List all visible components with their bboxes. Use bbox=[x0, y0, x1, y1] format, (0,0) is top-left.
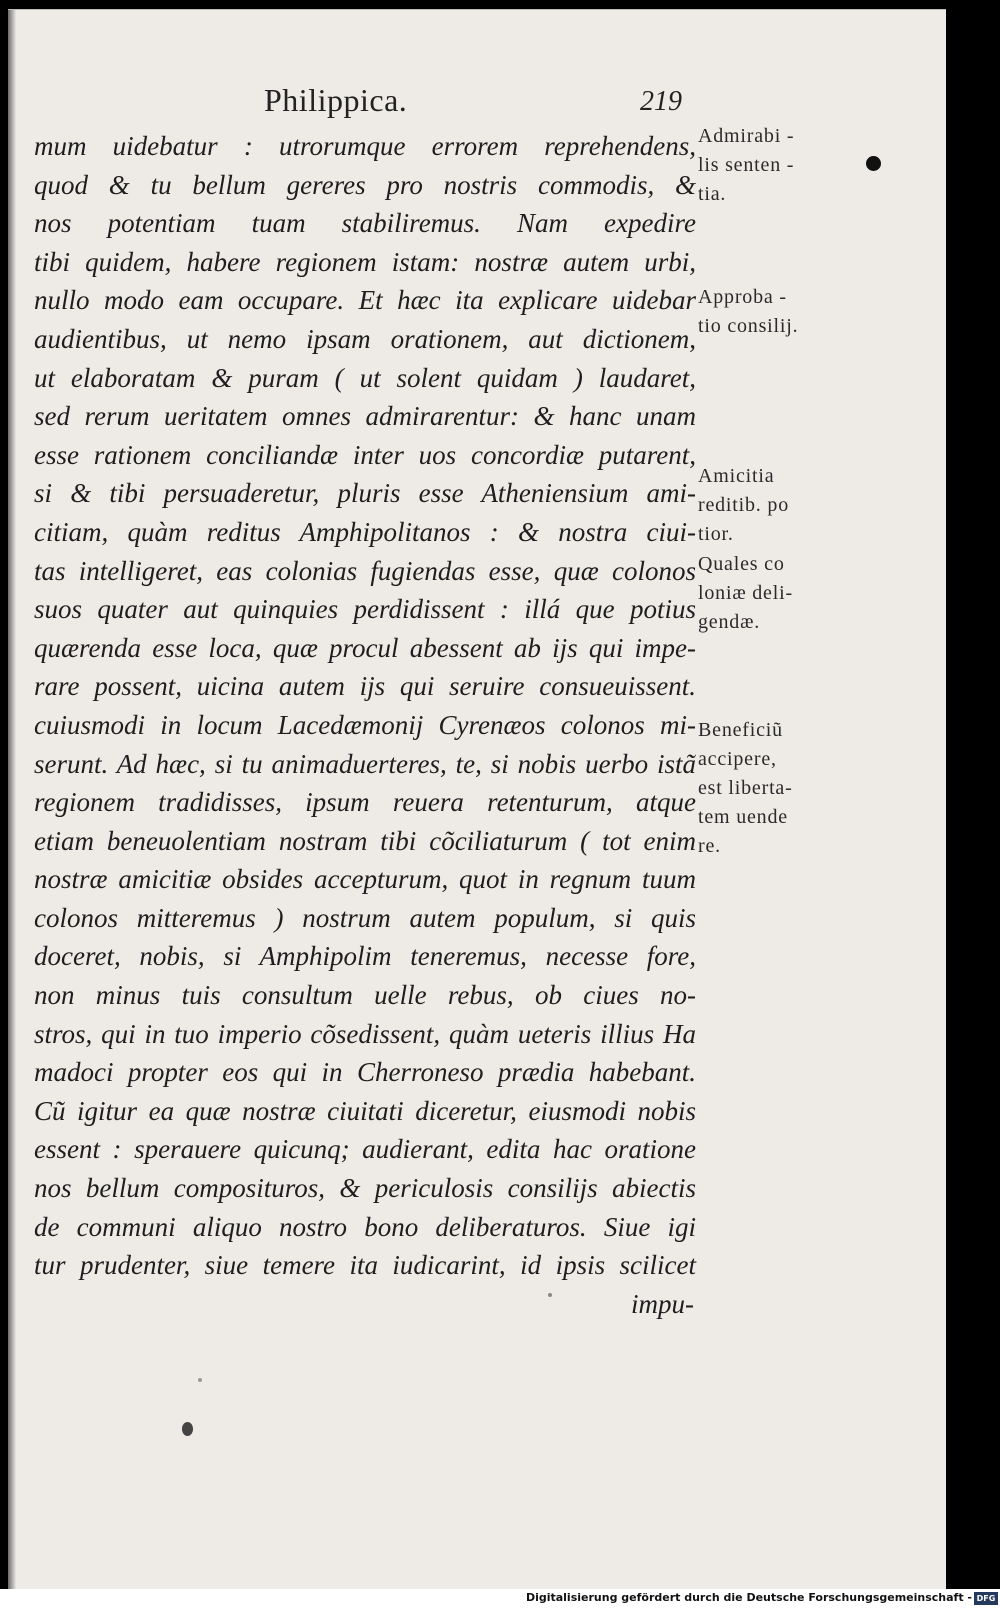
text-line: doceret, nobis, si Amphipolim teneremus, necesse fore, bbox=[34, 941, 696, 972]
marginal-line: tio consilij. bbox=[698, 315, 799, 337]
text-line: suos quater aut quinquies perdidissent : illá que potius bbox=[34, 594, 696, 625]
page-number: 219 bbox=[640, 86, 682, 117]
marginal-line: gendæ. bbox=[698, 611, 761, 633]
marginal-note bbox=[698, 122, 848, 209]
ink-speck bbox=[548, 1293, 552, 1297]
catchword: impu- bbox=[631, 1288, 694, 1319]
text-line: quærenda esse loca, quæ procul abessent ab ijs qui impe- bbox=[34, 632, 696, 663]
ink-spot bbox=[182, 1422, 193, 1436]
text-line: audientibus, ut nemo ipsam orationem, aut dictionem, bbox=[34, 323, 696, 354]
text-line: nullo modo eam occupare. Et hæc ita explicare uidebar bbox=[34, 285, 696, 316]
text-line: serunt. Ad hæc, si tu animaduerteres, te, si nobis uerbo istã bbox=[34, 748, 696, 779]
text-line: tur prudenter, siue temere ita iudicarint, id ipsis scilicet bbox=[34, 1250, 696, 1281]
ink-blot bbox=[866, 156, 881, 171]
text-line: nostræ amicitiæ obsides accepturum, quot in regnum tuum bbox=[34, 864, 696, 895]
book-page bbox=[8, 9, 946, 1590]
dfg-logo: DFG bbox=[974, 1592, 998, 1605]
marginal-note bbox=[698, 462, 848, 549]
marginal-line: Approba - bbox=[698, 286, 787, 308]
text-line: colonos mitteremus ) nostrum autem populum, si quis bbox=[34, 902, 696, 933]
marginal-line: Beneficiũ bbox=[698, 719, 783, 741]
text-line: esse rationem conciliandæ inter uos concordiæ putarent, bbox=[34, 439, 696, 470]
marginal-line: reditib. po bbox=[698, 494, 790, 516]
page-gutter-shadow bbox=[8, 10, 16, 1590]
marginal-note bbox=[698, 283, 848, 341]
text-line: si & tibi persuaderetur, pluris esse Atheniensium ami- bbox=[34, 478, 696, 509]
text-line: essent : sperauere quicunq; audierant, edita hac oratione bbox=[34, 1134, 696, 1165]
marginal-line: tem uende bbox=[698, 806, 788, 828]
marginal-line: loniæ deli- bbox=[698, 582, 793, 604]
marginal-line: est liberta- bbox=[698, 777, 793, 799]
marginal-note bbox=[698, 550, 848, 637]
text-line: nos potentiam tuam stabiliremus. Nam expedire bbox=[34, 208, 696, 239]
text-line: madoci propter eos qui in Cherroneso prædia habebant. bbox=[34, 1057, 696, 1088]
text-line: mum uidebatur : utrorumque errorem reprehendens, bbox=[34, 131, 696, 161]
text-line: rare possent, uicina autem ijs qui seruire consueuissent. bbox=[34, 671, 696, 702]
text-line: cuiusmodi in locum Lacedæmonij Cyrenæos colonos mi- bbox=[34, 709, 696, 740]
text-line: non minus tuis consultum uelle rebus, ob ciues no- bbox=[34, 980, 696, 1011]
text-line: quod & tu bellum gereres pro nostris commodis, & bbox=[34, 169, 696, 200]
text-line: citiam, quàm reditus Amphipolitanos : & nostra ciui- bbox=[34, 516, 696, 547]
text-line: ut elaboratam & puram ( ut solent quidam ) laudaret, bbox=[34, 362, 696, 393]
footer-credit: Digitalisierung gefördert durch die Deutsche Forschungsgemeinschaft - bbox=[525, 1591, 972, 1604]
text-line: sed rerum ueritatem omnes admirarentur: & hanc unam bbox=[34, 401, 696, 432]
marginal-line: tia. bbox=[698, 183, 727, 205]
marginal-line: re. bbox=[698, 835, 721, 857]
digitization-footer bbox=[0, 1589, 1000, 1609]
ink-speck bbox=[198, 1378, 202, 1382]
body-text bbox=[34, 127, 696, 1323]
marginal-line: Admirabi - bbox=[698, 125, 795, 147]
marginal-line: Quales co bbox=[698, 553, 785, 575]
marginal-note bbox=[698, 716, 848, 861]
text-line: stros, qui in tuo imperio cõsedissent, quàm ueteris illius Ha bbox=[34, 1018, 696, 1049]
marginal-line: accipere, bbox=[698, 748, 777, 770]
marginal-line: tior. bbox=[698, 523, 734, 545]
text-line: etiam beneuolentiam nostram tibi cõciliaturum ( tot enim bbox=[34, 825, 696, 856]
marginal-line: lis senten - bbox=[698, 154, 795, 176]
text-line: de communi aliquo nostro bono deliberaturos. Siue igi bbox=[34, 1211, 696, 1242]
text-line: tibi quidem, habere regionem istam: nostræ autem urbi, bbox=[34, 246, 696, 277]
text-line: Cũ igitur ea quæ nostræ ciuitati diceretur, eiusmodi nobis bbox=[34, 1095, 696, 1126]
text-line: nos bellum composituros, & periculosis consilijs abiectis bbox=[34, 1173, 696, 1204]
text-line: regionem tradidisses, ipsum reuera retenturum, atque bbox=[34, 787, 696, 818]
running-head: Philippica. bbox=[264, 82, 408, 118]
text-line: tas intelligeret, eas colonias fugiendas esse, quæ colonos bbox=[34, 555, 696, 586]
marginal-line: Amicitia bbox=[698, 465, 775, 487]
